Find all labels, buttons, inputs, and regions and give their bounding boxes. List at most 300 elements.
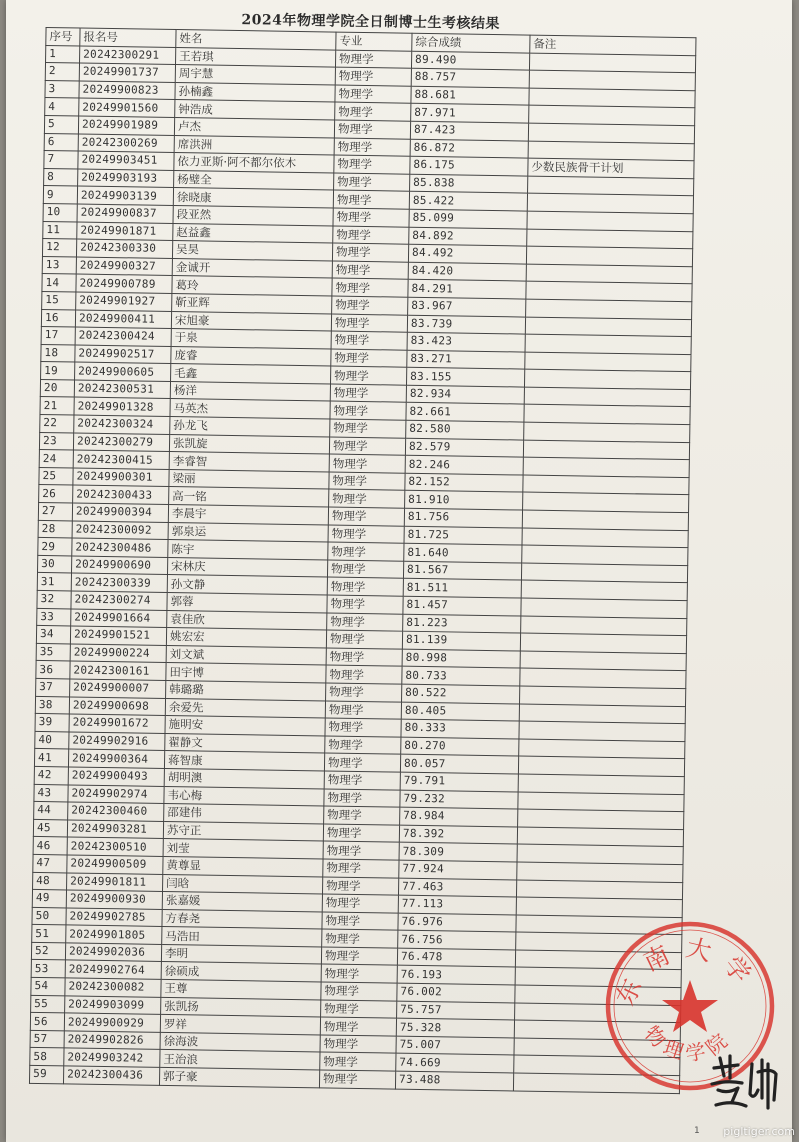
cell-index: 38 [35, 696, 69, 714]
cell-index: 14 [42, 274, 76, 292]
cell-name: 李晨宇 [168, 505, 328, 525]
cell-index: 35 [36, 643, 70, 661]
cell-registration-no: 20249900509 [67, 855, 163, 874]
cell-score: 89.490 [411, 51, 529, 70]
cell-name: 苏守正 [163, 821, 323, 841]
cell-registration-no: 20242300339 [71, 573, 167, 592]
cell-score: 84.892 [409, 227, 527, 246]
cell-major: 物理学 [334, 173, 410, 192]
cell-index: 26 [39, 485, 73, 503]
cell-registration-no: 20249902785 [66, 908, 162, 927]
cell-major: 物理学 [333, 226, 409, 245]
cell-index: 41 [34, 749, 68, 767]
cell-registration-no: 20249900394 [72, 503, 168, 522]
cell-major: 物理学 [323, 859, 399, 878]
cell-index: 21 [40, 397, 74, 415]
cell-name: 孙楠鑫 [175, 82, 335, 102]
cell-major: 物理学 [324, 753, 400, 772]
cell-name: 依力亚斯·阿不都尔依木 [174, 153, 334, 173]
cell-registration-no: 20249901328 [74, 397, 170, 416]
cell-index: 57 [30, 1030, 64, 1048]
header-major: 专业 [336, 32, 412, 51]
cell-score: 86.175 [410, 156, 528, 175]
cell-name: 葛玲 [172, 276, 332, 296]
cell-score: 76.478 [397, 948, 515, 967]
cell-major: 物理学 [335, 102, 411, 121]
cell-registration-no: 20249900007 [70, 679, 166, 698]
cell-major: 物理学 [329, 437, 405, 456]
cell-index: 47 [33, 854, 67, 872]
cell-index: 32 [37, 590, 71, 608]
cell-name: 徐硕成 [161, 962, 321, 982]
cell-name: 杨璧全 [174, 170, 334, 190]
cell-name: 郭泉运 [168, 522, 328, 542]
cell-name: 吴昊 [172, 241, 332, 261]
cell-registration-no: 20249901805 [66, 925, 162, 944]
cell-name: 刘文斌 [166, 645, 326, 665]
cell-registration-no: 20242300092 [72, 521, 168, 540]
cell-registration-no: 20249901811 [67, 872, 163, 891]
cell-score: 88.681 [411, 86, 529, 105]
cell-score: 76.193 [397, 966, 515, 985]
cell-index: 52 [31, 942, 65, 960]
cell-major: 物理学 [333, 208, 409, 227]
cell-index: 19 [41, 362, 75, 380]
cell-major: 物理学 [326, 683, 402, 702]
cell-index: 17 [41, 327, 75, 345]
cell-major: 物理学 [322, 894, 398, 913]
cell-index: 54 [31, 977, 65, 995]
cell-registration-no: 20249900930 [66, 890, 162, 909]
cell-score: 75.328 [396, 1018, 514, 1037]
cell-major: 物理学 [335, 85, 411, 104]
cell-major: 物理学 [325, 701, 401, 720]
cell-name: 田宇博 [166, 663, 326, 683]
cell-name: 赵益鑫 [173, 223, 333, 243]
cell-score: 80.333 [401, 719, 519, 738]
cell-registration-no: 20249901927 [76, 292, 172, 311]
cell-score: 75.007 [396, 1036, 514, 1055]
cell-major: 物理学 [331, 366, 407, 385]
cell-name: 郭子豪 [159, 1067, 319, 1087]
cell-major: 物理学 [320, 1035, 396, 1054]
cell-score: 82.580 [406, 420, 524, 439]
cell-score: 81.457 [403, 596, 521, 615]
cell-major: 物理学 [334, 138, 410, 157]
cell-registration-no: 20249902916 [69, 732, 165, 751]
cell-score: 85.099 [409, 209, 527, 228]
cell-registration-no: 20249901871 [77, 222, 173, 241]
cell-registration-no: 20249900823 [79, 81, 175, 100]
cell-registration-no: 20249903099 [65, 996, 161, 1015]
cell-registration-no: 20249900301 [73, 468, 169, 487]
cell-registration-no: 20242300082 [65, 978, 161, 997]
cell-major: 物理学 [326, 665, 402, 684]
cell-major: 物理学 [335, 67, 411, 86]
cell-index: 50 [32, 907, 66, 925]
cell-major: 物理学 [322, 929, 398, 948]
cell-registration-no: 20249900837 [77, 204, 173, 223]
cell-registration-no: 20249901737 [79, 63, 175, 82]
cell-registration-no: 20249901989 [78, 116, 174, 135]
cell-major: 物理学 [327, 613, 403, 632]
cell-score: 74.669 [396, 1054, 514, 1073]
cell-index: 12 [42, 239, 76, 257]
cell-score: 83.155 [406, 367, 524, 386]
cell-registration-no: 20249900224 [70, 644, 166, 663]
cell-major: 物理学 [324, 788, 400, 807]
cell-registration-no: 20249900789 [76, 274, 172, 293]
cell-index: 25 [39, 467, 73, 485]
cell-major: 物理学 [319, 1070, 395, 1089]
cell-index: 37 [36, 678, 70, 696]
cell-registration-no: 20249900327 [76, 257, 172, 276]
cell-major: 物理学 [331, 331, 407, 350]
cell-name: 席洪洲 [174, 135, 334, 155]
cell-score: 87.423 [410, 121, 528, 140]
cell-major: 物理学 [330, 401, 406, 420]
cell-name: 王尊 [161, 979, 321, 999]
cell-major: 物理学 [326, 648, 402, 667]
cell-major: 物理学 [324, 771, 400, 790]
cell-major: 物理学 [326, 630, 402, 649]
header-registration-no: 报名号 [80, 28, 176, 47]
cell-score: 80.057 [400, 755, 518, 774]
cell-name: 庞睿 [171, 346, 331, 366]
cell-index: 43 [34, 784, 68, 802]
cell-index: 56 [30, 1013, 64, 1031]
cell-registration-no: 20249900690 [71, 556, 167, 575]
cell-score: 77.924 [399, 860, 517, 879]
cell-score: 79.232 [400, 790, 518, 809]
cell-registration-no: 20242300324 [74, 415, 170, 434]
cell-score: 84.291 [408, 280, 526, 299]
cell-name: 徐晓康 [173, 188, 333, 208]
cell-major: 物理学 [321, 947, 397, 966]
site-watermark: pigltiger.com [723, 1125, 795, 1138]
cell-index: 44 [34, 802, 68, 820]
cell-score: 80.522 [402, 684, 520, 703]
cell-name: 胡明澳 [164, 768, 324, 788]
cell-name: 黄尊显 [163, 856, 323, 876]
cell-name: 王若琪 [175, 47, 335, 67]
cell-index: 58 [30, 1048, 64, 1066]
cell-index: 7 [44, 151, 78, 169]
cell-registration-no: 20249903281 [67, 820, 163, 839]
cell-major: 物理学 [334, 155, 410, 174]
cell-score: 79.791 [400, 772, 518, 791]
header-index: 序号 [46, 28, 80, 46]
cell-major: 物理学 [333, 190, 409, 209]
cell-score: 82.152 [405, 473, 523, 492]
cell-index: 6 [44, 133, 78, 151]
cell-registration-no: 20249900411 [75, 310, 171, 329]
cell-major: 物理学 [329, 489, 405, 508]
cell-name: 李明 [161, 944, 321, 964]
cell-major: 物理学 [324, 806, 400, 825]
cell-major: 物理学 [329, 454, 405, 473]
page-mark: 1 [694, 1126, 700, 1136]
cell-registration-no: 20249903193 [78, 169, 174, 188]
cell-index: 20 [40, 379, 74, 397]
cell-name: 钟浩成 [175, 100, 335, 120]
cell-score: 81.640 [404, 543, 522, 562]
seal-text-bottom: 物理学院 [639, 1021, 737, 1067]
cell-score: 84.420 [408, 262, 526, 281]
cell-name: 金诚开 [172, 258, 332, 278]
cell-index: 31 [37, 573, 71, 591]
cell-score: 81.223 [403, 614, 521, 633]
cell-score: 82.579 [405, 438, 523, 457]
cell-major: 物理学 [322, 876, 398, 895]
cell-name: 靳亚辉 [172, 293, 332, 313]
cell-name: 宋林庆 [167, 557, 327, 577]
cell-index: 1 [46, 45, 80, 63]
cell-score: 73.488 [395, 1071, 513, 1090]
cell-name: 马英杰 [170, 399, 330, 419]
cell-registration-no: 20242300433 [73, 485, 169, 504]
handwritten-signature [708, 1050, 790, 1112]
cell-registration-no: 20242300531 [74, 380, 170, 399]
cell-registration-no: 20249901560 [79, 98, 175, 117]
star-icon [662, 980, 718, 1032]
cell-registration-no: 20242300436 [63, 1066, 159, 1085]
cell-score: 88.757 [411, 68, 529, 87]
cell-registration-no: 20242300486 [72, 538, 168, 557]
cell-major: 物理学 [328, 507, 404, 526]
cell-registration-no: 20249902974 [68, 784, 164, 803]
cell-major: 物理学 [332, 296, 408, 315]
cell-major: 物理学 [328, 542, 404, 561]
cell-score: 83.967 [408, 297, 526, 316]
cell-name: 宋旭豪 [171, 311, 331, 331]
cell-index: 36 [36, 661, 70, 679]
cell-score: 83.423 [407, 332, 525, 351]
cell-score: 80.405 [401, 702, 519, 721]
cell-index: 53 [31, 960, 65, 978]
cell-name: 于泉 [171, 329, 331, 349]
cell-score: 81.139 [402, 631, 520, 650]
cell-major: 物理学 [335, 50, 411, 69]
header-remark: 备注 [530, 35, 696, 55]
cell-name: 毛鑫 [171, 364, 331, 384]
cell-name: 张凯旋 [169, 434, 329, 454]
cell-major: 物理学 [323, 841, 399, 860]
cell-name: 施明安 [165, 716, 325, 736]
cell-score: 76.976 [398, 913, 516, 932]
cell-name: 韦心梅 [164, 786, 324, 806]
cell-name: 刘莹 [163, 839, 323, 859]
cell-major: 物理学 [328, 525, 404, 544]
cell-score: 80.998 [402, 649, 520, 668]
cell-registration-no: 20249901664 [71, 609, 167, 628]
cell-score: 82.661 [406, 403, 524, 422]
cell-major: 物理学 [321, 982, 397, 1001]
cell-name: 袁佳欣 [167, 610, 327, 630]
cell-index: 34 [36, 626, 70, 644]
cell-score: 82.246 [405, 455, 523, 474]
cell-score: 75.757 [397, 1001, 515, 1020]
cell-index: 28 [38, 520, 72, 538]
cell-name: 闫晗 [163, 874, 323, 894]
cell-score: 80.270 [401, 737, 519, 756]
cell-name: 孙文静 [167, 575, 327, 595]
cell-registration-no: 20249901521 [70, 626, 166, 645]
cell-major: 物理学 [321, 964, 397, 983]
cell-score: 82.934 [406, 385, 524, 404]
cell-registration-no: 20249900698 [69, 697, 165, 716]
cell-registration-no: 20242300424 [75, 327, 171, 346]
cell-major: 物理学 [325, 718, 401, 737]
cell-score: 78.392 [399, 825, 517, 844]
cell-major: 物理学 [320, 1017, 396, 1036]
cell-name: 高一铭 [169, 487, 329, 507]
cell-score: 81.567 [403, 561, 521, 580]
cell-index: 40 [35, 731, 69, 749]
cell-name: 王治浪 [160, 1050, 320, 1070]
cell-index: 23 [39, 432, 73, 450]
cell-registration-no: 20242300510 [67, 837, 163, 856]
cell-registration-no: 20242300269 [78, 134, 174, 153]
cell-name: 郭蓉 [167, 592, 327, 612]
cell-index: 46 [33, 837, 67, 855]
cell-name: 梁丽 [169, 469, 329, 489]
cell-name: 罗祥 [160, 1015, 320, 1035]
cell-registration-no: 20242300460 [68, 802, 164, 821]
cell-index: 42 [34, 766, 68, 784]
cell-major: 物理学 [330, 419, 406, 438]
cell-index: 39 [35, 714, 69, 732]
cell-index: 3 [45, 80, 79, 98]
cell-major: 物理学 [327, 577, 403, 596]
cell-index: 10 [43, 203, 77, 221]
cell-name: 陈宇 [168, 540, 328, 560]
cell-name: 马浩田 [162, 927, 322, 947]
cell-major: 物理学 [329, 472, 405, 491]
cell-name: 蒋智康 [164, 751, 324, 771]
cell-major: 物理学 [331, 349, 407, 368]
cell-index: 51 [32, 925, 66, 943]
cell-registration-no: 20249902826 [64, 1031, 160, 1050]
cell-score: 81.511 [403, 579, 521, 598]
cell-name: 李睿智 [169, 452, 329, 472]
cell-index: 22 [40, 415, 74, 433]
cell-name: 段亚然 [173, 205, 333, 225]
cell-score: 81.756 [404, 508, 522, 527]
results-table [29, 27, 697, 1094]
cell-score: 83.739 [407, 315, 525, 334]
cell-index: 16 [41, 309, 75, 327]
cell-registration-no: 20249901672 [69, 714, 165, 733]
cell-registration-no: 20249900605 [75, 362, 171, 381]
cell-major: 物理学 [320, 1052, 396, 1071]
cell-index: 24 [39, 450, 73, 468]
cell-score: 76.002 [397, 983, 515, 1002]
cell-index: 15 [42, 291, 76, 309]
cell-index: 49 [32, 889, 66, 907]
header-name: 姓名 [176, 30, 336, 50]
cell-registration-no: 20242300161 [70, 661, 166, 680]
cell-index: 27 [38, 502, 72, 520]
cell-index: 29 [38, 538, 72, 556]
seal-text-top: 东南大学 [610, 932, 765, 1010]
cell-registration-no: 20249902764 [65, 960, 161, 979]
paper-sheet [6, 0, 792, 1142]
cell-score: 78.984 [400, 807, 518, 826]
cell-score: 83.271 [407, 350, 525, 369]
cell-remark: 少数民族骨干计划 [528, 158, 694, 178]
cell-score: 81.725 [404, 526, 522, 545]
cell-major: 物理学 [325, 736, 401, 755]
cell-score: 86.872 [410, 139, 528, 158]
cell-name: 孙龙飞 [170, 417, 330, 437]
cell-registration-no: 20242300279 [73, 433, 169, 452]
cell-registration-no: 20249902036 [65, 943, 161, 962]
cell-index: 8 [44, 168, 78, 186]
cell-index: 55 [31, 995, 65, 1013]
cell-name: 余爱先 [165, 698, 325, 718]
cell-name: 杨洋 [170, 381, 330, 401]
cell-registration-no: 20249903451 [78, 151, 174, 170]
header-score: 综合成绩 [412, 33, 530, 52]
cell-score: 77.113 [398, 895, 516, 914]
cell-name: 张凯扬 [161, 997, 321, 1017]
cell-registration-no: 20249903139 [77, 186, 173, 205]
table-body [29, 45, 695, 1093]
cell-major: 物理学 [331, 314, 407, 333]
cell-score: 84.492 [408, 244, 526, 263]
cell-name: 韩璐璐 [166, 680, 326, 700]
cell-index: 5 [44, 115, 78, 133]
cell-score: 81.910 [405, 491, 523, 510]
cell-name: 翟静文 [165, 733, 325, 753]
cell-index: 2 [45, 63, 79, 81]
cell-registration-no: 20242300274 [71, 591, 167, 610]
document-title: 2024年物理学院全日制博士生考核结果 [241, 12, 501, 33]
cell-major: 物理学 [332, 261, 408, 280]
cell-score: 77.463 [398, 878, 516, 897]
cell-index: 9 [43, 186, 77, 204]
cell-registration-no: 20242300291 [80, 46, 176, 65]
cell-index: 33 [37, 608, 71, 626]
cell-score: 80.733 [402, 667, 520, 686]
cell-registration-no: 20242300330 [76, 239, 172, 258]
cell-registration-no: 20249903242 [64, 1048, 160, 1067]
cell-index: 48 [33, 872, 67, 890]
cell-name: 姚宏宏 [166, 628, 326, 648]
cell-score: 78.309 [399, 842, 517, 861]
cell-major: 物理学 [321, 1000, 397, 1019]
cell-major: 物理学 [334, 120, 410, 139]
cell-name: 方春尧 [162, 909, 322, 929]
cell-index: 59 [29, 1065, 63, 1083]
cell-score: 76.756 [398, 930, 516, 949]
cell-index: 30 [38, 555, 72, 573]
cell-index: 45 [33, 819, 67, 837]
cell-index: 4 [45, 98, 79, 116]
cell-registration-no: 20242300415 [73, 450, 169, 469]
cell-name: 张嘉媛 [162, 892, 322, 912]
cell-index: 11 [43, 221, 77, 239]
cell-name: 卢杰 [174, 118, 334, 138]
cell-registration-no: 20249900364 [68, 749, 164, 768]
cell-registration-no: 20249900493 [68, 767, 164, 786]
cell-major: 物理学 [322, 912, 398, 931]
cell-major: 物理学 [332, 278, 408, 297]
cell-index: 18 [41, 344, 75, 362]
cell-name: 邵建伟 [164, 804, 324, 824]
cell-score: 85.422 [409, 192, 527, 211]
